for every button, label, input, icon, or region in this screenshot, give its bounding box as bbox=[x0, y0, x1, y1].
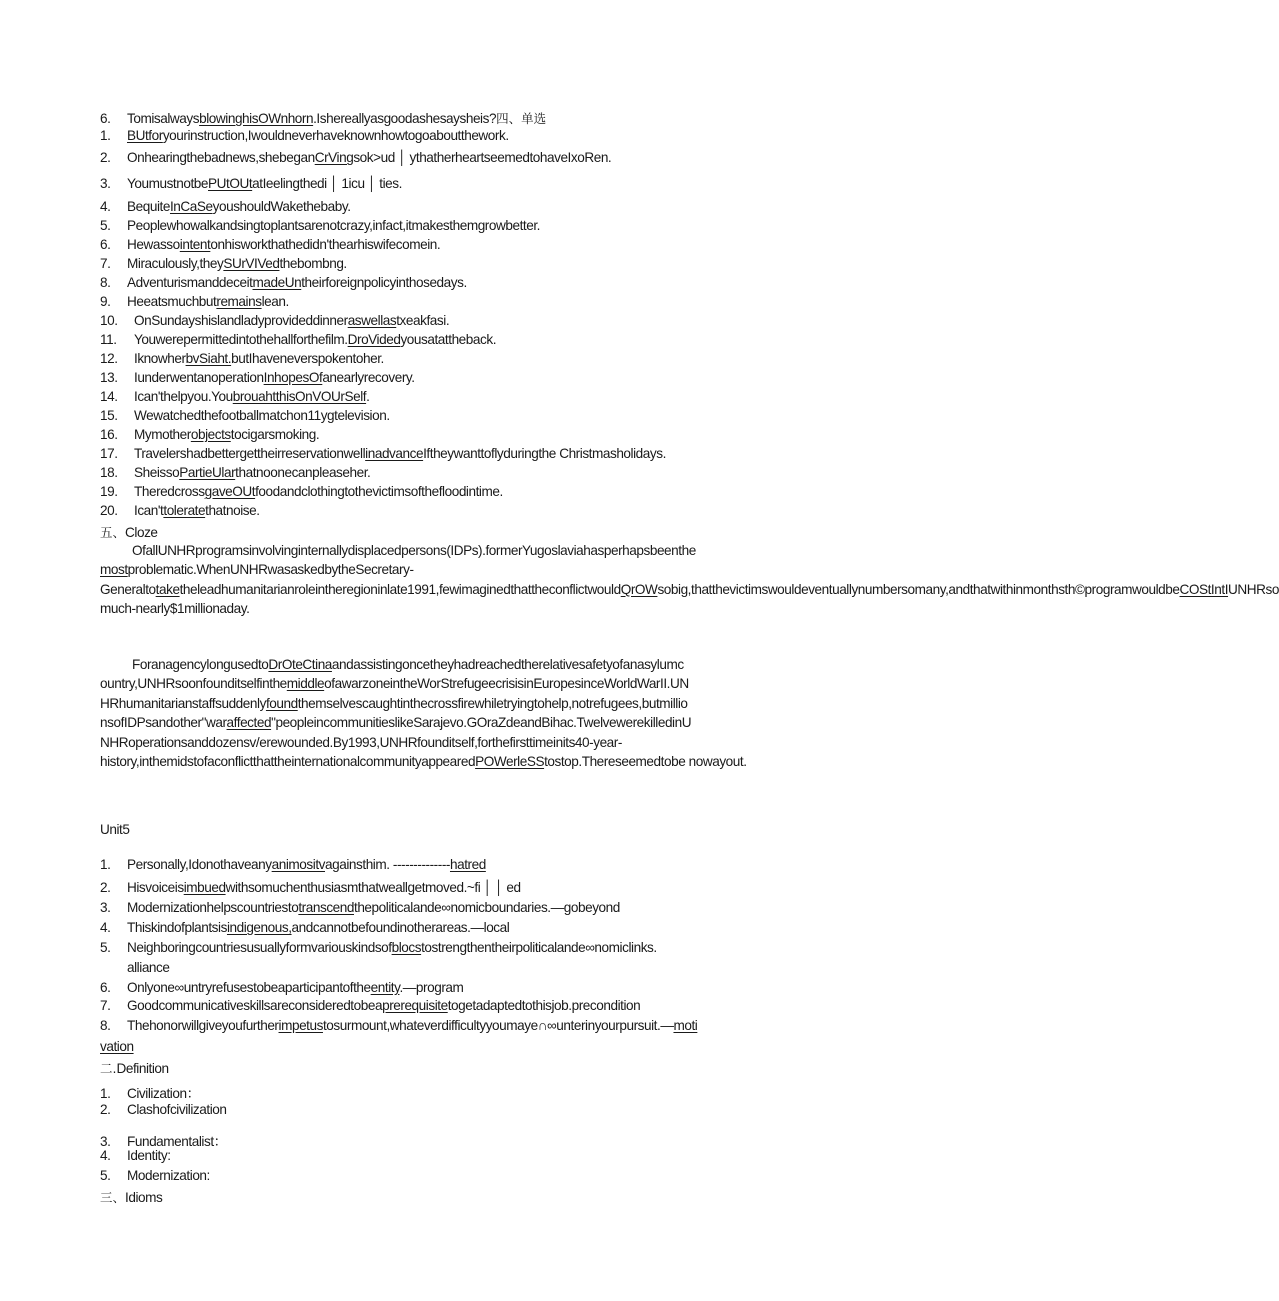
item-text: foodandclothingtothevictimsofthefloodintime. bbox=[255, 484, 503, 499]
definition-term: Fundamentalist bbox=[127, 1134, 214, 1149]
item-text: .—program bbox=[399, 980, 464, 995]
item-number: 10. bbox=[100, 313, 118, 328]
item-text: Mymother bbox=[134, 427, 191, 442]
mc-item bbox=[100, 427, 319, 442]
mc-item bbox=[100, 256, 347, 271]
item-text: Peoplewhowalkandsingtoplantsarenotcrazy,infact,itmakesthemgrowbetter. bbox=[127, 218, 541, 233]
def-item bbox=[100, 1168, 210, 1183]
item-text: tosurmount,whateverdifficultyyoumaye∩∞unterinyourpursuit.— bbox=[322, 1018, 674, 1033]
underlined-answer: brouahtthisOnVOUrSelf bbox=[232, 389, 367, 404]
item-text: tocigarsmoking. bbox=[230, 427, 320, 442]
mc-item bbox=[100, 370, 415, 385]
item-text: theirforeignpolicyinthosedays. bbox=[301, 275, 467, 290]
item-number: 18. bbox=[100, 465, 118, 480]
mc-item bbox=[100, 503, 260, 518]
colon: ： bbox=[186, 1086, 200, 1101]
vocab-5-continuation: alliance bbox=[127, 960, 170, 975]
underlined-answer: SUrVIVed bbox=[223, 256, 280, 271]
item-number: 1. bbox=[100, 1086, 111, 1101]
underlined-answer: InCaSe bbox=[169, 199, 213, 214]
def-item bbox=[100, 1148, 171, 1163]
definition-heading: 二.Definition bbox=[100, 1061, 169, 1076]
vocab-item bbox=[100, 880, 521, 895]
mc-item bbox=[100, 237, 440, 252]
item-text: yourinstruction,Iwouldneverhaveknownhowtogoaboutthework. bbox=[162, 128, 509, 143]
item-number: 6. bbox=[100, 980, 111, 995]
mc-item bbox=[100, 446, 666, 461]
item-text: thatnoise. bbox=[205, 503, 260, 518]
mc-item bbox=[100, 150, 611, 165]
mc-item bbox=[100, 484, 503, 499]
item-text: atIeelingthedi │ 1icu │ ties. bbox=[252, 176, 402, 191]
item-number: 3. bbox=[100, 176, 111, 191]
item-number: 4. bbox=[100, 199, 111, 214]
vocab-item bbox=[100, 940, 657, 955]
underlined-answer: aswellas bbox=[347, 313, 397, 328]
def-item bbox=[100, 1082, 200, 1102]
underlined-answer: PUtOUt bbox=[208, 176, 253, 191]
top-item: 6. TomisalwaysblowinghisOWnhorn.Ishereallyasgoodashesaysheis?四、单选 bbox=[100, 111, 547, 126]
item-number: 11. bbox=[100, 332, 117, 347]
item-number: 5. bbox=[100, 940, 111, 955]
item-text: Goodcommunicativeskillsareconsideredtobea bbox=[127, 998, 383, 1013]
item-number: 2. bbox=[100, 880, 111, 895]
item-text: Hisvoiceis bbox=[127, 880, 184, 895]
unit-title: Unit5 bbox=[100, 822, 130, 837]
item-number: 1. bbox=[100, 857, 111, 872]
item-text: sok>ud │ ythatherheartseemedtohaveIxoRen. bbox=[353, 150, 612, 165]
item-number: 6. bbox=[100, 237, 111, 252]
item-text: Travelershadbettergettheirreservationwell bbox=[134, 446, 366, 461]
underlined-answer: bvSiaht. bbox=[185, 351, 232, 366]
vocab-item bbox=[100, 980, 463, 995]
item-number: 1. bbox=[100, 128, 111, 143]
vocab-item bbox=[100, 998, 640, 1013]
item-number: 5. bbox=[100, 1168, 111, 1183]
mc-item bbox=[100, 408, 390, 423]
item-text: Theredcross bbox=[134, 484, 205, 499]
item-text: lean. bbox=[261, 294, 289, 309]
mc-item bbox=[100, 275, 467, 290]
underlined-word: entity bbox=[370, 980, 400, 995]
item-number: 3. bbox=[100, 1134, 111, 1149]
item-text: thepoliticalande∞nomicboundaries.—gobeyond bbox=[354, 900, 620, 915]
item-text: . bbox=[366, 389, 370, 404]
underlined-word: impetus bbox=[278, 1018, 323, 1033]
item-text: Onhearingthebadnews,shebegan bbox=[127, 150, 315, 165]
underlined-answer: DroVided bbox=[347, 332, 401, 347]
item-text: Youwerepermittedintothehallforthefilm. bbox=[134, 332, 348, 347]
item-text: Iknowher bbox=[134, 351, 186, 366]
item-text: Iunderwentanoperation bbox=[134, 370, 264, 385]
item-number: 5. bbox=[100, 218, 111, 233]
item-text: Iftheywanttoflyduringthe Christmasholidays. bbox=[423, 446, 666, 461]
item-number: 4. bbox=[100, 1148, 111, 1163]
mc-item bbox=[100, 176, 402, 191]
item-text: butIhaveneverspokentoher. bbox=[231, 351, 384, 366]
item-text: Ican'thelpyou.You bbox=[134, 389, 233, 404]
underlined-word: transcend bbox=[298, 900, 354, 915]
item-text: togetadaptedtothisjob.precondition bbox=[447, 998, 641, 1013]
item-text: OnSundayshislandladyprovideddinner bbox=[134, 313, 348, 328]
definition-term: Clashofcivilization bbox=[127, 1102, 227, 1117]
item-text: andcannotbefoundinotherareas.—local bbox=[291, 920, 510, 935]
vocab-item bbox=[100, 857, 486, 872]
mc-item bbox=[100, 351, 384, 366]
underlined-synonym: moti bbox=[673, 1018, 698, 1033]
item-text: Bequite bbox=[127, 199, 170, 214]
def-item bbox=[100, 1130, 227, 1150]
idioms-heading: 三、Idioms bbox=[100, 1190, 163, 1205]
item-text: Onlyone∞untryrefusestobeaparticipantofthe bbox=[127, 980, 371, 995]
mc-item bbox=[100, 389, 369, 404]
mc-item bbox=[100, 218, 540, 233]
item-text: Adventurismanddeceit bbox=[127, 275, 253, 290]
item-number: 2. bbox=[100, 1102, 111, 1117]
item-number: 19. bbox=[100, 484, 118, 499]
underlined-word: prerequisite bbox=[382, 998, 448, 1013]
cloze-paragraph-1: OfallUNHRprogramsinvolvinginternallydisplacedpersons(IDPs).formerYugoslaviahasperhapsbeenthe mostproblematic.WhenUNHRwasaskedbytheSecretary-Generaltotaketheleadhumanitarianroleintheregioninlate1991,fewimaginedthattheconflictwouldQrOWsobig,thatthevictimswouldeventuallynumbersomany,andthatwithinmonthsth©programwouldbeCOStIntIUNHRso much-nearly$1millionaday. bbox=[100, 543, 1279, 617]
item-text: Miraculously,they bbox=[127, 256, 224, 271]
underlined-word: animositv bbox=[271, 857, 326, 872]
vocab-item bbox=[100, 900, 620, 915]
underlined-answer: inadvance bbox=[365, 446, 424, 461]
item-text: Thiskindofplantsis bbox=[127, 920, 227, 935]
item-text: Sheisso bbox=[134, 465, 180, 480]
definition-term: Civilization bbox=[127, 1086, 187, 1101]
mc-item bbox=[100, 313, 449, 328]
item-text: youshouldWakethebaby. bbox=[212, 199, 351, 214]
item-text: Modernizationhelpscountriesto bbox=[127, 900, 299, 915]
underlined-word: imbued bbox=[183, 880, 226, 895]
item-text: Heeatsmuchbut bbox=[127, 294, 217, 309]
item-number: 13. bbox=[100, 370, 118, 385]
item-text: Thehonorwillgiveyoufurther bbox=[127, 1018, 279, 1033]
item-text: txeakfasi. bbox=[396, 313, 450, 328]
item-number: 12. bbox=[100, 351, 118, 366]
underlined-answer: BUtfor bbox=[127, 128, 163, 143]
item-number: 3. bbox=[100, 900, 111, 915]
definition-term: Modernization: bbox=[127, 1168, 210, 1183]
item-text: againsthim. -------------- bbox=[325, 857, 450, 872]
vocab-8-continuation: vation bbox=[100, 1039, 134, 1054]
item-text: onhisworkthathedidn'thearhiswifecomein. bbox=[210, 237, 441, 252]
vocab-item bbox=[100, 1018, 697, 1033]
item-number: 20. bbox=[100, 503, 118, 518]
item-text: Neighboringcountriesusuallyformvariouskindsof bbox=[127, 940, 392, 955]
item-text: Hewasso bbox=[127, 237, 180, 252]
underlined-answer: intent bbox=[179, 237, 211, 252]
definition-term: Identity: bbox=[127, 1148, 171, 1163]
item-text: Ican't bbox=[134, 503, 164, 518]
item-number: 7. bbox=[100, 256, 111, 271]
underlined-answer: PartieUlar bbox=[179, 465, 236, 480]
mc-item bbox=[100, 465, 370, 480]
mc-item bbox=[100, 294, 289, 309]
underlined-answer: remains bbox=[216, 294, 262, 309]
mc-item bbox=[100, 199, 351, 214]
underlined-word: blocs bbox=[391, 940, 422, 955]
underlined-answer: CrVing bbox=[314, 150, 354, 165]
underlined-answer: madeUn bbox=[252, 275, 302, 290]
colon: ： bbox=[213, 1134, 227, 1149]
item-text: Wewatchedthefootballmatchon11ygtelevision. bbox=[134, 408, 390, 423]
underlined-answer: tolerate bbox=[163, 503, 206, 518]
item-number: 17. bbox=[100, 446, 118, 461]
def-item bbox=[100, 1102, 227, 1117]
item-text: anearlyrecovery. bbox=[322, 370, 415, 385]
item-text: withsomuchenthusiasmthatweallgetmoved.~fi │ │ ed bbox=[225, 880, 521, 895]
underlined-answer: gaveOUt bbox=[204, 484, 256, 499]
item-text: tostrengthentheirpoliticalande∞nomiclinks. bbox=[421, 940, 657, 955]
cloze-paragraph-2: ForanagencylongusedtoDrOteCtinaandassistingoncetheyhadreachedtherelativesafetyofanasylumc ountry,UNHRsoonfounditselfinthemiddleofawarzoneintheWorStrefugeecrisisinEuropesinceWorldWarII.UN HRhumanitarianstaffsuddenlyfoundthemselvescaughtinthecrossfirewhiletryingtohelp,notrefugees,butmillio nsofIDPsandother"waraffected"peopleincommunitieslikeSarajevo.GOraZdeandBihac.TwelvewerekilledinU NHRoperationsanddozensv/erewounded.By1993,UNHRfounditself,forthefirsttimeinits40-year-history,inthemidstofaconflictthattheinternationalcommunityappearedPOWerleSStostop.Thereseemedtobe nowayout. bbox=[100, 657, 747, 770]
item-number: 2. bbox=[100, 150, 111, 165]
item-number: 8. bbox=[100, 1018, 111, 1033]
item-number: 14. bbox=[100, 389, 118, 404]
item-number: 7. bbox=[100, 998, 111, 1013]
item-number: 4. bbox=[100, 920, 111, 935]
item-text: Youmustnotbe bbox=[127, 176, 209, 191]
cloze-heading: 五、Cloze bbox=[100, 525, 158, 540]
item-text: yousatattheback. bbox=[400, 332, 497, 347]
item-number: 15. bbox=[100, 408, 118, 423]
underlined-answer: objects bbox=[190, 427, 231, 442]
underlined-synonym: hatred bbox=[449, 857, 486, 872]
underlined-word: indigenous, bbox=[226, 920, 292, 935]
item-text: thatnoonecanpleaseher. bbox=[235, 465, 371, 480]
vocab-item bbox=[100, 920, 509, 935]
underlined-answer: InhopesOf bbox=[263, 370, 323, 385]
item-number: 9. bbox=[100, 294, 111, 309]
item-text: Personally,Idonothaveany bbox=[127, 857, 272, 872]
mc-item bbox=[100, 128, 509, 143]
item-number: 16. bbox=[100, 427, 118, 442]
mc-item bbox=[100, 332, 496, 347]
item-text: thebombng. bbox=[279, 256, 347, 271]
item-number: 8. bbox=[100, 275, 111, 290]
